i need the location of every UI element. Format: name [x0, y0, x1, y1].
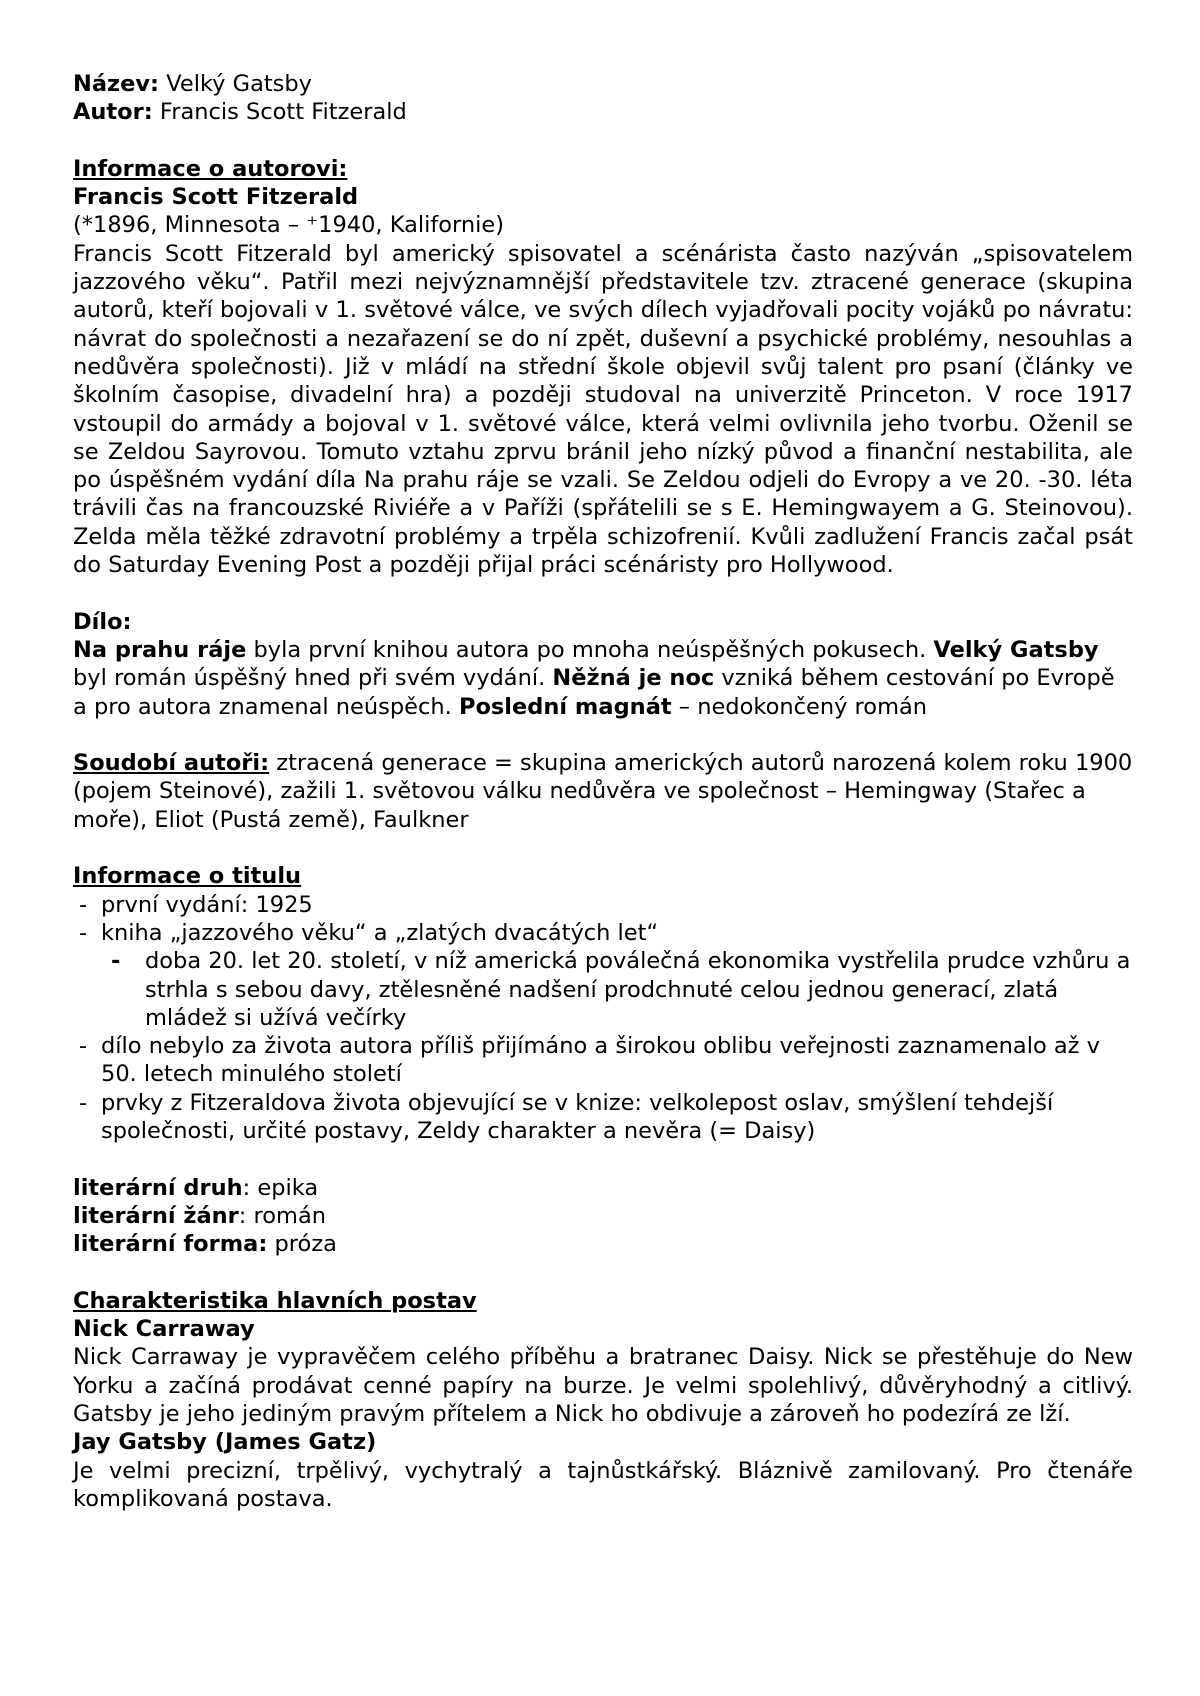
contemporaries-heading: Soudobí autoři:: [73, 750, 270, 777]
zanr-value: : román: [238, 1202, 327, 1229]
title-label: Název:: [73, 71, 160, 97]
spacer: [73, 1145, 1133, 1173]
spacer: [73, 834, 1133, 862]
work-text-2: byl román úspěšný hned při svém vydání.: [73, 665, 553, 692]
list-item: - prvky z Fitzeraldova života objevující se v knize: velkolepost oslav, smýšlení tehdejší společnosti, určité postavy, Zeldy charakter a nevěra (= Daisy): [73, 1089, 1133, 1146]
forma-label: literární forma:: [73, 1231, 268, 1258]
title-value: Velký Gatsby: [166, 71, 313, 97]
list-item: - dílo nebylo za života autora příliš přijímáno a širokou oblibu veřejnosti zaznamenalo až v 50. letech minulého století: [73, 1032, 1133, 1089]
author-label: Autor:: [73, 99, 153, 126]
author-info-heading: Informace o autorovi:: [73, 155, 348, 182]
works-paragraph: [73, 636, 1133, 721]
spacer: [73, 721, 1133, 749]
author-value: Francis Scott Fitzerald: [159, 99, 407, 126]
work-text-4: – nedokončený román: [671, 693, 928, 720]
work-title-3: Něžná je noc: [552, 665, 715, 692]
forma-value: próza: [267, 1231, 337, 1258]
druh-value: : epika: [242, 1174, 319, 1201]
author-line: [73, 98, 1133, 126]
character-name-gatsby: Jay Gatsby (James Gatz): [73, 1429, 377, 1456]
spacer: [73, 127, 1133, 155]
work-text-1: byla první knihou autora po mnoha neúspěšných pokusech.: [246, 636, 934, 663]
works-heading: Dílo:: [73, 608, 132, 635]
literary-zanr: [73, 1202, 1133, 1230]
list-subitem: - doba 20. let 20. století, v níž americká poválečná ekonomika vystřelila prudce vzhůru a strhla s sebou davy, ztělesněné nadšení prodchnuté celou jednou generací, zlatá mládež si užívá večírky: [73, 947, 1133, 1032]
spacer: [73, 579, 1133, 607]
contemporaries-paragraph: [73, 749, 1133, 834]
literary-druh: [73, 1174, 1133, 1202]
druh-label: literární druh: [73, 1174, 243, 1201]
character-text-gatsby: Je velmi precizní, trpělivý, vychytralý a tajnůstkářský. Bláznivě zamilovaný. Pro čtenáře komplikovaná postava.: [73, 1457, 1133, 1512]
characters-heading: Charakteristika hlavních postav: [73, 1287, 477, 1314]
spacer: [73, 1258, 1133, 1286]
work-text-3: vzniká během cestování po Evropě a pro autora znamenal neúspěch.: [73, 665, 1115, 720]
character-name-nick: Nick Carraway: [73, 1316, 255, 1343]
contemporaries-text: ztracená generace = skupina amerických autorů narozená kolem roku 1900 (pojem Steinové), zažili 1. světovou válku nedůvěra ve společnost – Hemingway (Stařec a moře), Eliot (Pustá země), Faulkner: [73, 750, 1133, 833]
list-item: - kniha „jazzového věku“ a „zlatých dvacátých let“: [73, 919, 1133, 947]
character-text-nick: Nick Carraway je vypravěčem celého příběhu a bratranec Daisy. Nick se přestěhuje do New Yorku a začíná prodávat cenné papíry na burze. Je velmi spolehlivý, důvěryhodný a citlivý. Gatsby je jeho jediným pravým přítelem a Nick ho obdivuje a zároveň ho podezírá ze lží.: [73, 1344, 1133, 1427]
author-bio: Francis Scott Fitzerald byl americký spisovatel a scénárista často nazýván „spisovatelem jazzového věku“. Patřil mezi nejvýznamnější představitele tzv. ztracené generace (skupina autorů, kteří bojovali v 1. světové válce, ve svých dílech vyjadřovali pocity vojáků po návratu: návrat do společnosti a nezařazení se do ní zpět, duševní a psychické problémy, nesouhlas a nedůvěra společnosti). Již v mládí na střední škole objevil svůj talent pro psaní (články ve školním časopise, divadelní hra) a později studoval na univerzitě Princeton. V roce 1917 vstoupil do armády a bojoval v 1. světové válce, která velmi ovlivnila jeho tvorbu. Oženil se se Zeldou Sayrovou. Tomuto vztahu zprvu bránil jeho nízký původ a finanční nestabilita, ale po úspěšném vydání díla Na prahu ráje se vzali. Se Zeldou odjeli do Evropy a ve 20. -30. léta trávili čas na francouzské Riviéře a v Paříži (spřátelili se s E. Hemingwayem a G. Steinovou). Zelda měla těžké zdravotní problémy a trpěla schizofrenií. Kvůli zadlužení Francis začal psát do Saturday Evening Post a později přijal práci scénáristy pro Hollywood.: [73, 240, 1133, 579]
title-info-heading: Informace o titulu: [73, 863, 302, 890]
literary-forma: [73, 1230, 1133, 1258]
work-title-2: Velký Gatsby: [933, 636, 1099, 663]
document-body: [73, 70, 1133, 1513]
title-line: [73, 70, 1133, 98]
author-name: Francis Scott Fitzerald: [73, 184, 359, 211]
work-title-4: Poslední magnát: [458, 693, 672, 720]
title-info-list: [73, 891, 1133, 1146]
work-title-1: Na prahu ráje: [73, 636, 247, 663]
list-item: - první vydání: 1925: [73, 891, 1133, 919]
author-dates: (*1896, Minnesota – ⁺1940, Kalifornie): [73, 212, 505, 239]
zanr-label: literární žánr: [73, 1202, 239, 1229]
